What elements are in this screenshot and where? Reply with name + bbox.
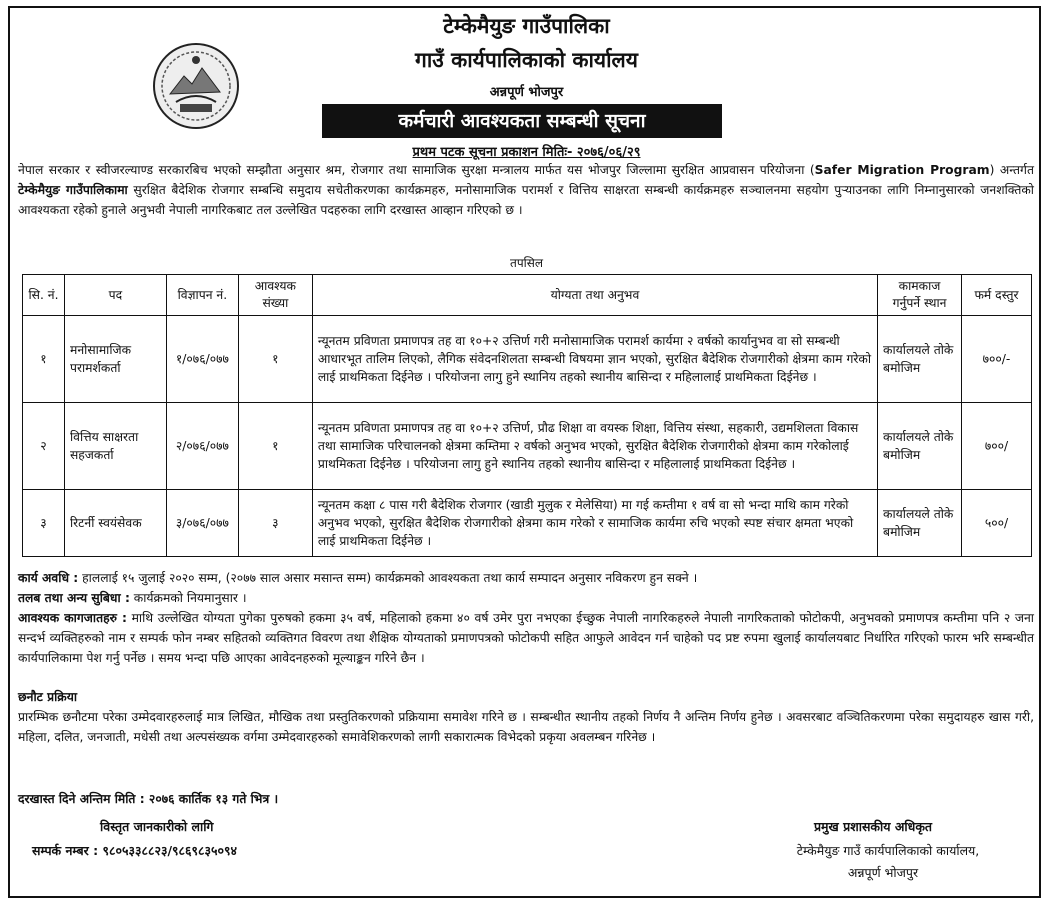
signatory-place: अन्नपूर्ण भोजपुर (847, 865, 919, 880)
cell-adv-no: १/०७६/०७७ (166, 316, 238, 403)
notice-title-banner: कर्मचारी आवश्यकता सम्बन्धी सूचना (322, 104, 722, 138)
header-sn: सि. नं. (23, 275, 65, 316)
office-location: अन्नपूर्ण भोजपुर (489, 85, 564, 100)
selection-process: प्रारम्भिक छनौटमा परेका उम्मेदवारहरुलाई मात्र लिखित, मौखिक तथा प्रस्तुतिकरणको प्रक्रियामा समावेश गरिने छ । सम्बन्धीत स्थानीय तहको निर्णय नै अन्तिम निर्णय हुनेछ । अवसरबाट वञ्चितिकरणमा परेका समुदायहरु खास गरी, महिला, दलित, जनजाती, मधेसी तथा अल्पसंख्यक वर्गमा उम्मेदवारहरुको समावेशिकरणको लागी सकारात्मक विभेदको प्रकृया अवलम्बन गरिनेछ । (18, 710, 1034, 744)
work-duration (18, 568, 1034, 588)
header-adv-no: विज्ञापन नं. (166, 275, 238, 316)
table-row (23, 490, 1032, 557)
vacancy-table (22, 274, 1032, 557)
cell-adv-no: २/०७६/०७७ (166, 403, 238, 490)
cell-fee: ७००/- (962, 316, 1032, 403)
salary-label: तलब तथा अन्य सुबिधा : (18, 591, 130, 605)
work-duration-text: हाललाई १५ जुलाई २०२० सम्म, (२०७७ साल असार मसान्त सम्म) कार्यक्रमको आवश्यकता तथा कार्य सम्पादन अनुसार नविकरण हुन सक्ने । (78, 571, 698, 585)
contact-number: सम्पर्क नम्बर : ९८०५३३८८२३/९८६९८३५०९४ (32, 843, 238, 858)
header-workplace: कामकाज गर्नुपर्ने स्थान (878, 275, 962, 316)
details-heading: तपसिल (509, 256, 543, 270)
salary-text: कार्यक्रमको नियमानुसार । (129, 591, 247, 605)
table-header-row (23, 275, 1032, 316)
cell-workplace: कार्यालयले तोके बमोजिम (878, 490, 962, 557)
signatory-title: प्रमुख प्रशासकीय अधिकृत (813, 819, 933, 834)
cell-count: १ (238, 403, 312, 490)
cell-adv-no: ३/०७६/०७७ (166, 490, 238, 557)
deadline-label: दरखास्त दिने अन्तिम मिति : (18, 792, 145, 806)
documents-label: आवश्यक कागजातहरु : (18, 611, 127, 625)
table-row (23, 403, 1032, 490)
cell-sn: २ (23, 403, 65, 490)
cell-workplace: कार्यालयले तोके बमोजिम (878, 403, 962, 490)
cell-fee: ५००/ (962, 490, 1032, 557)
cell-qualification: न्यूनतम कक्षा ८ पास गरी बैदेशिक रोजगार (खाडी मुलुक र मेलेसिया) मा गई कम्तीमा १ वर्ष वा सो भन्दा माथि काम गरेको अनुभव भएको, सुरक्षित बैदेशिक रोजगारीको क्षेत्रमा काम गरेको र सामाजिक कार्यमा रुचि भएको स्पष्ट संचार क्षमता भएको लाई प्राथमिकता दिईनेछ । (312, 490, 877, 557)
cell-count: १ (238, 316, 312, 403)
salary-benefits (18, 588, 1034, 608)
header-qualification: योग्यता तथा अनुभव (312, 275, 877, 316)
intro-paragraph (18, 160, 1034, 220)
office-name: गाउँ कार्यपालिकाको कार्यालय (415, 48, 638, 72)
intro-text-1: नेपाल सरकार र स्वीजरल्याण्ड सरकारबिच भएको सम्झौता अनुसार श्रम, रोजगार तथा सामाजिक सुरक्षा मन्त्रालय मार्फत यस भोजपुर जिल्लामा सुरक्षित आप्रवासन परियोजना ( (18, 163, 815, 177)
application-deadline (18, 789, 1034, 809)
cell-sn: १ (23, 316, 65, 403)
cell-post: वित्तिय साक्षरता सहजकर्ता (64, 403, 166, 490)
header-post: पद (64, 275, 166, 316)
header-count: आवश्यक संख्या (238, 275, 312, 316)
selection-heading: छनौट प्रक्रिया (18, 690, 78, 704)
work-duration-label: कार्य अवधि : (18, 571, 79, 585)
table-row (23, 316, 1032, 403)
intro-text-2: ) अन्तर्गत (989, 163, 1034, 177)
program-name: Safer Migration Program (814, 163, 990, 177)
cell-count: ३ (238, 490, 312, 557)
cell-qualification: न्यूनतम प्रविणता प्रमाणपत्र तह वा १०+२ उत्तिर्ण गरी मनोसामाजिक परामर्श कार्यमा २ वर्षको कार्यानुभव वा सो सम्बन्धी आधारभूत तालिम लिएको, लैगिक संवेदनशिलता सम्बन्धी विषयमा ज्ञान भएको, सुरक्षित बैदेशिक रोजगारीको क्षेत्रमा काम गरेको लाई प्राथमिकता दिईनेछ । परियोजना लागु हुने स्थानिय तहको स्थानीय बासिन्दा र महिलालाई प्राथमिकता दिईनेछ । (312, 316, 877, 403)
signatory-office: टेम्केमैयुङ गाउँ कार्यपालिकाको कार्यालय, (796, 843, 980, 858)
cell-qualification: न्यूनतम प्रविणता प्रमाणपत्र तह वा १०+२ उत्तिर्ण, प्रौढ शिक्षा वा वयस्क शिक्षा, वित्तिय संस्था, सहकारी, उद्यमशिलता विकास तथा सामाजिक परिचालनको क्षेत्रमा कम्तिमा २ वर्षको अनुभव भएको, सुरक्षित बैदेशिक रोजगारीको क्षेत्रमा काम गरेकोलाई प्राथमिकता दिईनेछ । परियोजना लागु हुने स्थानिय तहको स्थानीय बासिन्दा र महिलालाई प्राथमिकता दिईनेछ । (312, 403, 877, 490)
municipality-name: टेम्केमैयुङ गाउँपालिका (443, 14, 610, 38)
cell-post: मनोसामाजिक परामर्शकर्ता (64, 316, 166, 403)
documents-text: माथि उल्लेखित योग्यता पुगेका पुरुषको हकमा ३५ वर्ष, महिलाको हकमा ४० वर्ष उमेर पुरा नभएका ईच्छुक नेपाली नागरिकहरुले नेपाली नागरिकताको फोटोकपी, अनुभवको प्रमाणपत्र कम्तीमा पनि २ जना सन्दर्भ व्यक्तिहरुको नाम र सम्पर्क फोन नम्बर सहितको व्यक्तिगत विवरण तथा शैक्षिक योग्यताको प्रमाणपत्रको फोटोकपी सहित आफुले आवेदन गर्न चाहेको पद प्रष्ट रुपमा खुलाई कार्यालयबाट निर्धारित गरिएको फारम भरि सम्बन्धीत कार्यपालिकामा पेश गर्नु पर्नेछ । समय भन्दा पछि आएका आवेदनहरुको मूल्याङ्कन गरिने छैन । (18, 611, 1034, 665)
cell-sn: ३ (23, 490, 65, 557)
deadline-text: २०७६ कार्तिक १३ गते भित्र । (144, 792, 279, 806)
cell-fee: ७००/ (962, 403, 1032, 490)
intro-text-3: सुरक्षित बैदेशिक रोजगार सम्बन्धि समुदाय सचेतीकरणका कार्यक्रमहरु, मनोसामाजिक परामर्श र वित्तिय साक्षरता सम्बन्धी कार्यक्रमहरु सञ्चालनमा सहयोग पुऱ्याउनका लागि निम्नानुसारको जनशक्तिको आवश्यकता रहेको हुनाले अनुभवी नेपाली नागरिकबाट तल उल्लेखित पदहरुका लागि दरखास्त आव्हान गरिएको छ । (18, 183, 1034, 217)
header-fee: फर्म दस्तुर (962, 275, 1032, 316)
cell-post: रिटर्नी स्वयंसेवक (64, 490, 166, 557)
cell-workplace: कार्यालयले तोके बमोजिम (878, 316, 962, 403)
contact-label: विस्तृत जानकारीको लागि (100, 819, 214, 834)
palika-name: टेम्केमैयुङ गाउँपालिकामा (18, 183, 128, 197)
required-documents (18, 608, 1034, 668)
publication-date: प्रथम पटक सूचना प्रकाशन मितिः- २०७६/०६/२९ (412, 145, 641, 160)
